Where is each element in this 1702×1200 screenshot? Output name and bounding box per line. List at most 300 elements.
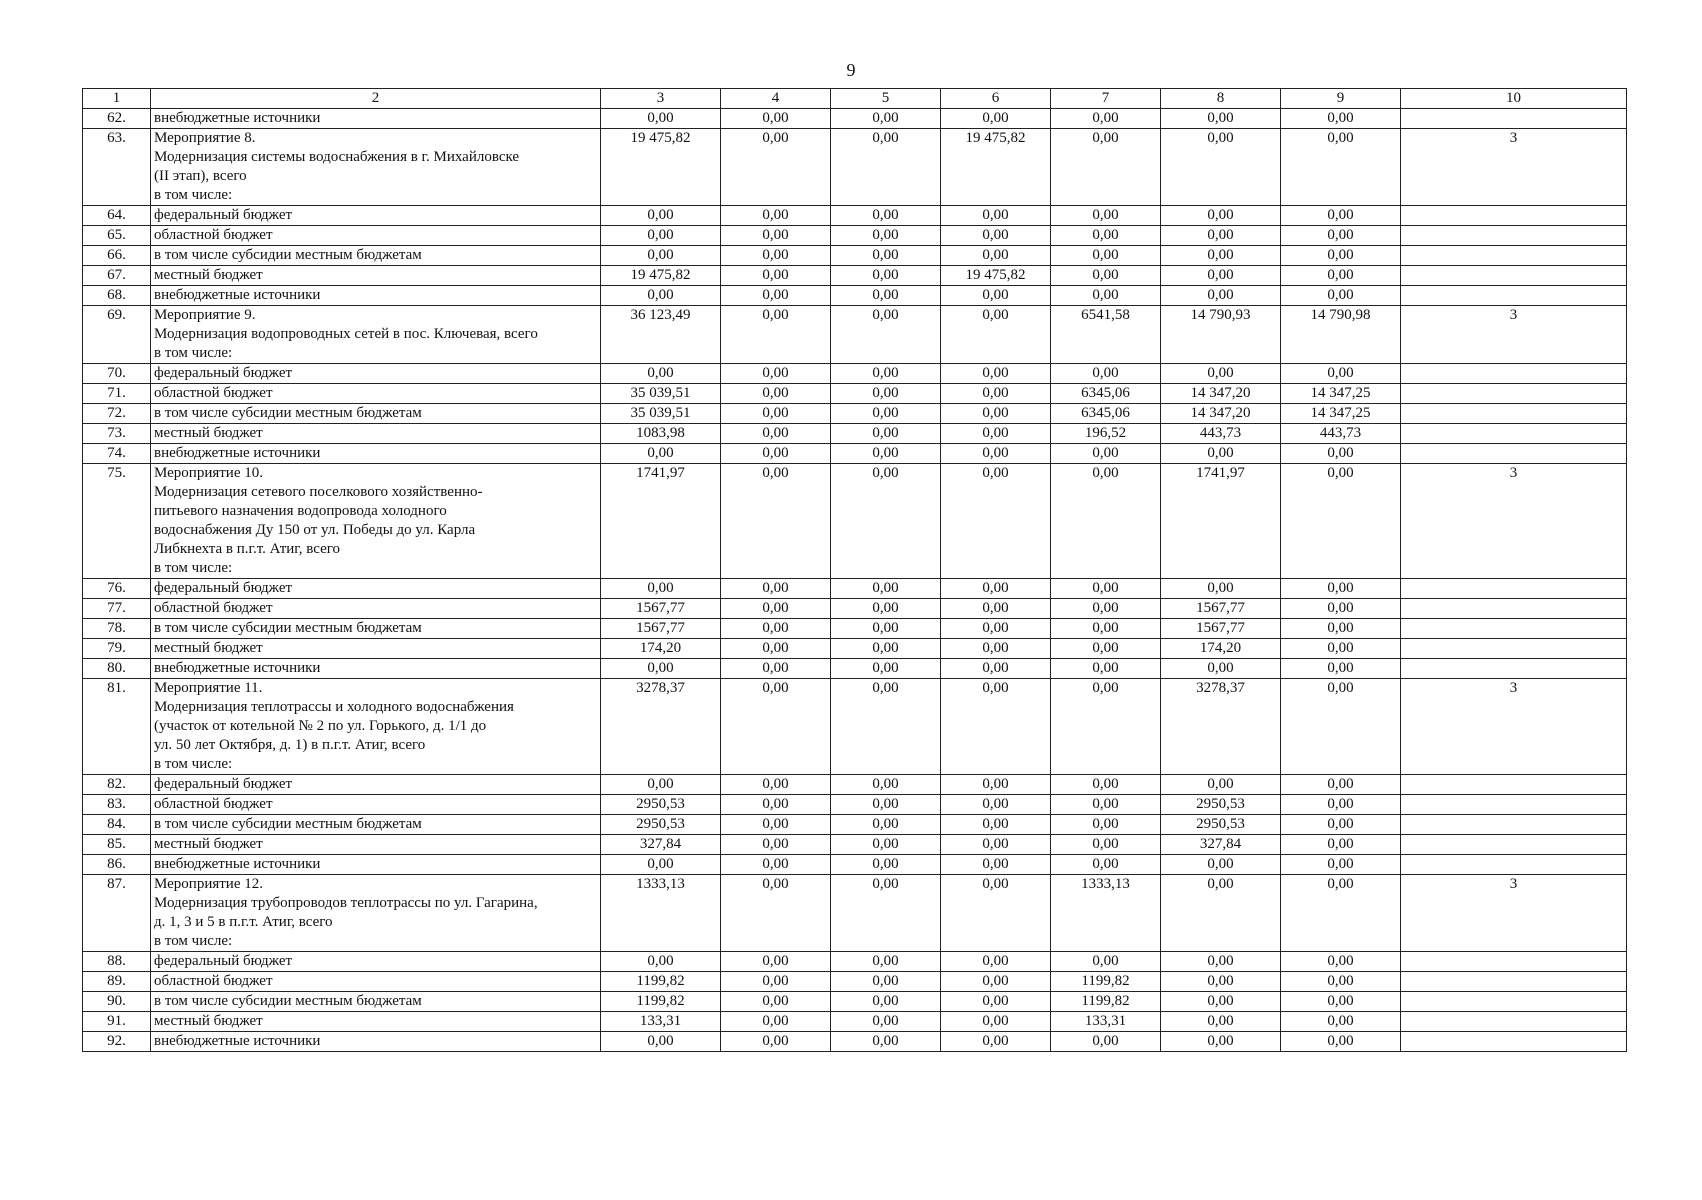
column-10-cell bbox=[1401, 206, 1627, 226]
amount-cell: 0,00 bbox=[1051, 952, 1161, 972]
amount-cell: 0,00 bbox=[1281, 109, 1401, 129]
amount-cell: 0,00 bbox=[721, 464, 831, 579]
amount-cell: 0,00 bbox=[831, 1032, 941, 1052]
row-number: 63. bbox=[83, 129, 151, 206]
amount-cell: 0,00 bbox=[831, 464, 941, 579]
row-description: федеральный бюджет bbox=[151, 775, 601, 795]
amount-cell: 0,00 bbox=[1281, 835, 1401, 855]
amount-cell: 0,00 bbox=[1281, 875, 1401, 952]
amount-cell: 0,00 bbox=[1281, 855, 1401, 875]
row-description: федеральный бюджет bbox=[151, 952, 601, 972]
amount-cell: 0,00 bbox=[941, 384, 1051, 404]
amount-cell: 0,00 bbox=[721, 306, 831, 364]
column-10-cell bbox=[1401, 599, 1627, 619]
column-header: 6 bbox=[941, 89, 1051, 109]
column-header: 9 bbox=[1281, 89, 1401, 109]
table-row bbox=[83, 599, 1627, 619]
amount-cell: 0,00 bbox=[941, 619, 1051, 639]
row-description: Мероприятие 12. Модернизация трубопроводов теплотрассы по ул. Гагарина, д. 1, 3 и 5 в п.г.т. Атиг, всего в том числе: bbox=[151, 875, 601, 952]
amount-cell: 327,84 bbox=[601, 835, 721, 855]
row-description: местный бюджет bbox=[151, 424, 601, 444]
amount-cell: 0,00 bbox=[831, 364, 941, 384]
amount-cell: 0,00 bbox=[831, 404, 941, 424]
amount-cell: 0,00 bbox=[1161, 444, 1281, 464]
amount-cell: 0,00 bbox=[721, 129, 831, 206]
row-number: 80. bbox=[83, 659, 151, 679]
amount-cell: 3278,37 bbox=[1161, 679, 1281, 775]
table-row bbox=[83, 444, 1627, 464]
row-number: 77. bbox=[83, 599, 151, 619]
amount-cell: 0,00 bbox=[1051, 444, 1161, 464]
amount-cell: 0,00 bbox=[1051, 679, 1161, 775]
row-number: 73. bbox=[83, 424, 151, 444]
column-10-cell bbox=[1401, 972, 1627, 992]
amount-cell: 0,00 bbox=[721, 619, 831, 639]
amount-cell: 1199,82 bbox=[1051, 992, 1161, 1012]
amount-cell: 0,00 bbox=[1161, 364, 1281, 384]
amount-cell: 1741,97 bbox=[601, 464, 721, 579]
amount-cell: 6345,06 bbox=[1051, 384, 1161, 404]
column-10-cell bbox=[1401, 384, 1627, 404]
amount-cell: 35 039,51 bbox=[601, 384, 721, 404]
row-number: 87. bbox=[83, 875, 151, 952]
amount-cell: 0,00 bbox=[1281, 444, 1401, 464]
row-number: 66. bbox=[83, 246, 151, 266]
column-10-cell bbox=[1401, 835, 1627, 855]
column-10-cell bbox=[1401, 815, 1627, 835]
amount-cell: 443,73 bbox=[1161, 424, 1281, 444]
amount-cell: 0,00 bbox=[941, 815, 1051, 835]
amount-cell: 0,00 bbox=[1051, 364, 1161, 384]
amount-cell: 0,00 bbox=[831, 266, 941, 286]
amount-cell: 0,00 bbox=[1161, 226, 1281, 246]
row-description: Мероприятие 11. Модернизация теплотрассы и холодного водоснабжения (участок от котельной № 2 по ул. Горького, д. 1/1 до ул. 50 лет Октября, д. 1) в п.г.т. Атиг, всего в том числе: bbox=[151, 679, 601, 775]
column-10-cell bbox=[1401, 1012, 1627, 1032]
amount-cell: 0,00 bbox=[1161, 775, 1281, 795]
row-description: в том числе субсидии местным бюджетам bbox=[151, 619, 601, 639]
amount-cell: 0,00 bbox=[1281, 206, 1401, 226]
row-description: Мероприятие 10. Модернизация сетевого поселкового хозяйственно- питьевого назначения водопровода холодного водоснабжения Ду 150 от ул. Победы до ул. Карла Либкнехта в п.г.т. Атиг, всего в том числе: bbox=[151, 464, 601, 579]
amount-cell: 0,00 bbox=[721, 639, 831, 659]
row-description: областной бюджет bbox=[151, 226, 601, 246]
column-10-cell bbox=[1401, 619, 1627, 639]
amount-cell: 327,84 bbox=[1161, 835, 1281, 855]
column-10-cell bbox=[1401, 424, 1627, 444]
amount-cell: 0,00 bbox=[721, 855, 831, 875]
amount-cell: 0,00 bbox=[721, 599, 831, 619]
row-description: областной бюджет bbox=[151, 384, 601, 404]
budget-table bbox=[82, 88, 1627, 1052]
table-row bbox=[83, 226, 1627, 246]
amount-cell: 0,00 bbox=[1051, 815, 1161, 835]
amount-cell: 0,00 bbox=[1281, 992, 1401, 1012]
row-description: в том числе субсидии местным бюджетам bbox=[151, 404, 601, 424]
amount-cell: 0,00 bbox=[941, 246, 1051, 266]
amount-cell: 0,00 bbox=[1051, 109, 1161, 129]
amount-cell: 2950,53 bbox=[1161, 815, 1281, 835]
row-number: 67. bbox=[83, 266, 151, 286]
amount-cell: 0,00 bbox=[941, 1012, 1051, 1032]
amount-cell: 0,00 bbox=[941, 306, 1051, 364]
column-10-cell bbox=[1401, 992, 1627, 1012]
table-row bbox=[83, 266, 1627, 286]
amount-cell: 1083,98 bbox=[601, 424, 721, 444]
column-10-cell bbox=[1401, 404, 1627, 424]
amount-cell: 0,00 bbox=[941, 226, 1051, 246]
column-10-cell bbox=[1401, 286, 1627, 306]
amount-cell: 0,00 bbox=[941, 972, 1051, 992]
column-header: 5 bbox=[831, 89, 941, 109]
table-row bbox=[83, 659, 1627, 679]
amount-cell: 0,00 bbox=[831, 855, 941, 875]
table-row bbox=[83, 992, 1627, 1012]
amount-cell: 0,00 bbox=[1281, 579, 1401, 599]
amount-cell: 0,00 bbox=[831, 659, 941, 679]
table-row bbox=[83, 952, 1627, 972]
table-row bbox=[83, 639, 1627, 659]
amount-cell: 0,00 bbox=[1161, 579, 1281, 599]
amount-cell: 133,31 bbox=[601, 1012, 721, 1032]
amount-cell: 0,00 bbox=[721, 246, 831, 266]
amount-cell: 2950,53 bbox=[1161, 795, 1281, 815]
amount-cell: 0,00 bbox=[1161, 246, 1281, 266]
amount-cell: 0,00 bbox=[601, 364, 721, 384]
amount-cell: 0,00 bbox=[941, 464, 1051, 579]
table-row bbox=[83, 306, 1627, 364]
row-number: 86. bbox=[83, 855, 151, 875]
amount-cell: 1333,13 bbox=[1051, 875, 1161, 952]
amount-cell: 0,00 bbox=[601, 659, 721, 679]
row-description: внебюджетные источники bbox=[151, 444, 601, 464]
column-10-cell bbox=[1401, 579, 1627, 599]
table-row bbox=[83, 775, 1627, 795]
amount-cell: 0,00 bbox=[1281, 775, 1401, 795]
column-10-cell bbox=[1401, 795, 1627, 815]
amount-cell: 0,00 bbox=[941, 992, 1051, 1012]
amount-cell: 0,00 bbox=[1161, 972, 1281, 992]
table-body bbox=[83, 89, 1627, 1052]
amount-cell: 0,00 bbox=[1281, 1012, 1401, 1032]
amount-cell: 0,00 bbox=[601, 579, 721, 599]
amount-cell: 0,00 bbox=[601, 952, 721, 972]
column-header: 4 bbox=[721, 89, 831, 109]
amount-cell: 0,00 bbox=[941, 404, 1051, 424]
table-row bbox=[83, 875, 1627, 952]
column-header: 8 bbox=[1161, 89, 1281, 109]
amount-cell: 1567,77 bbox=[601, 599, 721, 619]
column-10-cell: 3 bbox=[1401, 464, 1627, 579]
amount-cell: 1741,97 bbox=[1161, 464, 1281, 579]
amount-cell: 0,00 bbox=[941, 109, 1051, 129]
row-number: 91. bbox=[83, 1012, 151, 1032]
amount-cell: 133,31 bbox=[1051, 1012, 1161, 1032]
table-row bbox=[83, 972, 1627, 992]
amount-cell: 0,00 bbox=[831, 992, 941, 1012]
amount-cell: 0,00 bbox=[721, 992, 831, 1012]
amount-cell: 0,00 bbox=[941, 952, 1051, 972]
amount-cell: 19 475,82 bbox=[941, 129, 1051, 206]
amount-cell: 0,00 bbox=[601, 246, 721, 266]
amount-cell: 0,00 bbox=[941, 286, 1051, 306]
amount-cell: 0,00 bbox=[831, 579, 941, 599]
amount-cell: 0,00 bbox=[721, 815, 831, 835]
amount-cell: 0,00 bbox=[1161, 855, 1281, 875]
amount-cell: 19 475,82 bbox=[941, 266, 1051, 286]
table-row bbox=[83, 109, 1627, 129]
amount-cell: 0,00 bbox=[721, 795, 831, 815]
amount-cell: 0,00 bbox=[601, 226, 721, 246]
amount-cell: 0,00 bbox=[831, 952, 941, 972]
amount-cell: 443,73 bbox=[1281, 424, 1401, 444]
amount-cell: 14 347,20 bbox=[1161, 404, 1281, 424]
amount-cell: 0,00 bbox=[941, 875, 1051, 952]
amount-cell: 14 347,20 bbox=[1161, 384, 1281, 404]
row-description: внебюджетные источники bbox=[151, 286, 601, 306]
amount-cell: 0,00 bbox=[721, 579, 831, 599]
amount-cell: 0,00 bbox=[721, 226, 831, 246]
amount-cell: 0,00 bbox=[1051, 1032, 1161, 1052]
column-10-cell: 3 bbox=[1401, 679, 1627, 775]
column-10-cell bbox=[1401, 775, 1627, 795]
row-description: местный бюджет bbox=[151, 1012, 601, 1032]
amount-cell: 0,00 bbox=[941, 855, 1051, 875]
amount-cell: 0,00 bbox=[721, 384, 831, 404]
amount-cell: 0,00 bbox=[1161, 992, 1281, 1012]
column-10-cell bbox=[1401, 246, 1627, 266]
row-description: федеральный бюджет bbox=[151, 364, 601, 384]
row-number: 78. bbox=[83, 619, 151, 639]
amount-cell: 0,00 bbox=[1281, 286, 1401, 306]
amount-cell: 0,00 bbox=[721, 364, 831, 384]
amount-cell: 0,00 bbox=[1281, 659, 1401, 679]
amount-cell: 14 790,93 bbox=[1161, 306, 1281, 364]
table-row bbox=[83, 679, 1627, 775]
amount-cell: 0,00 bbox=[831, 226, 941, 246]
amount-cell: 0,00 bbox=[831, 775, 941, 795]
row-number: 85. bbox=[83, 835, 151, 855]
row-description: Мероприятие 8. Модернизация системы водоснабжения в г. Михайловске (II этап), всего в том числе: bbox=[151, 129, 601, 206]
amount-cell: 0,00 bbox=[831, 639, 941, 659]
column-header: 3 bbox=[601, 89, 721, 109]
amount-cell: 0,00 bbox=[831, 619, 941, 639]
row-number: 89. bbox=[83, 972, 151, 992]
amount-cell: 0,00 bbox=[831, 795, 941, 815]
amount-cell: 196,52 bbox=[1051, 424, 1161, 444]
row-number: 71. bbox=[83, 384, 151, 404]
amount-cell: 0,00 bbox=[1281, 599, 1401, 619]
amount-cell: 0,00 bbox=[1051, 599, 1161, 619]
row-description: областной бюджет bbox=[151, 972, 601, 992]
amount-cell: 0,00 bbox=[941, 835, 1051, 855]
amount-cell: 0,00 bbox=[1161, 266, 1281, 286]
row-number: 92. bbox=[83, 1032, 151, 1052]
amount-cell: 0,00 bbox=[831, 835, 941, 855]
amount-cell: 0,00 bbox=[831, 1012, 941, 1032]
amount-cell: 0,00 bbox=[601, 444, 721, 464]
table-row bbox=[83, 835, 1627, 855]
column-10-cell bbox=[1401, 855, 1627, 875]
amount-cell: 0,00 bbox=[721, 266, 831, 286]
amount-cell: 0,00 bbox=[1281, 129, 1401, 206]
row-number: 79. bbox=[83, 639, 151, 659]
amount-cell: 0,00 bbox=[601, 1032, 721, 1052]
amount-cell: 0,00 bbox=[1051, 286, 1161, 306]
amount-cell: 0,00 bbox=[721, 206, 831, 226]
amount-cell: 0,00 bbox=[1051, 226, 1161, 246]
amount-cell: 0,00 bbox=[1281, 619, 1401, 639]
amount-cell: 0,00 bbox=[1281, 266, 1401, 286]
row-number: 68. bbox=[83, 286, 151, 306]
column-10-cell: 3 bbox=[1401, 875, 1627, 952]
amount-cell: 0,00 bbox=[721, 444, 831, 464]
amount-cell: 0,00 bbox=[1281, 679, 1401, 775]
amount-cell: 0,00 bbox=[941, 424, 1051, 444]
table-row bbox=[83, 286, 1627, 306]
amount-cell: 2950,53 bbox=[601, 815, 721, 835]
amount-cell: 0,00 bbox=[941, 1032, 1051, 1052]
row-description: Мероприятие 9. Модернизация водопроводных сетей в пос. Ключевая, всего в том числе: bbox=[151, 306, 601, 364]
amount-cell: 0,00 bbox=[1051, 266, 1161, 286]
amount-cell: 0,00 bbox=[1161, 286, 1281, 306]
table-row bbox=[83, 1012, 1627, 1032]
amount-cell: 0,00 bbox=[1051, 464, 1161, 579]
amount-cell: 2950,53 bbox=[601, 795, 721, 815]
amount-cell: 0,00 bbox=[1051, 246, 1161, 266]
table-row bbox=[83, 246, 1627, 266]
amount-cell: 1567,77 bbox=[601, 619, 721, 639]
amount-cell: 0,00 bbox=[1161, 1012, 1281, 1032]
row-number: 84. bbox=[83, 815, 151, 835]
amount-cell: 19 475,82 bbox=[601, 129, 721, 206]
row-description: областной бюджет bbox=[151, 599, 601, 619]
amount-cell: 3278,37 bbox=[601, 679, 721, 775]
amount-cell: 0,00 bbox=[721, 952, 831, 972]
column-10-cell bbox=[1401, 226, 1627, 246]
amount-cell: 1199,82 bbox=[601, 992, 721, 1012]
row-number: 81. bbox=[83, 679, 151, 775]
amount-cell: 0,00 bbox=[1051, 835, 1161, 855]
amount-cell: 0,00 bbox=[831, 875, 941, 952]
amount-cell: 0,00 bbox=[831, 815, 941, 835]
table-row bbox=[83, 815, 1627, 835]
amount-cell: 0,00 bbox=[721, 109, 831, 129]
amount-cell: 14 790,98 bbox=[1281, 306, 1401, 364]
amount-cell: 1199,82 bbox=[601, 972, 721, 992]
table-row bbox=[83, 129, 1627, 206]
amount-cell: 0,00 bbox=[831, 384, 941, 404]
amount-cell: 0,00 bbox=[721, 424, 831, 444]
amount-cell: 19 475,82 bbox=[601, 266, 721, 286]
amount-cell: 0,00 bbox=[941, 599, 1051, 619]
amount-cell: 0,00 bbox=[1281, 364, 1401, 384]
amount-cell: 0,00 bbox=[941, 579, 1051, 599]
row-number: 76. bbox=[83, 579, 151, 599]
row-description: внебюджетные источники bbox=[151, 659, 601, 679]
amount-cell: 0,00 bbox=[1161, 1032, 1281, 1052]
row-description: внебюджетные источники bbox=[151, 1032, 601, 1052]
amount-cell: 0,00 bbox=[831, 972, 941, 992]
amount-cell: 0,00 bbox=[941, 659, 1051, 679]
amount-cell: 0,00 bbox=[1161, 206, 1281, 226]
table-row bbox=[83, 855, 1627, 875]
amount-cell: 0,00 bbox=[941, 206, 1051, 226]
row-number: 72. bbox=[83, 404, 151, 424]
amount-cell: 1567,77 bbox=[1161, 599, 1281, 619]
row-description: федеральный бюджет bbox=[151, 579, 601, 599]
table-row bbox=[83, 619, 1627, 639]
amount-cell: 0,00 bbox=[1161, 659, 1281, 679]
amount-cell: 0,00 bbox=[1281, 1032, 1401, 1052]
amount-cell: 14 347,25 bbox=[1281, 384, 1401, 404]
amount-cell: 0,00 bbox=[601, 775, 721, 795]
amount-cell: 0,00 bbox=[1281, 972, 1401, 992]
table-row bbox=[83, 424, 1627, 444]
amount-cell: 0,00 bbox=[1281, 815, 1401, 835]
amount-cell: 0,00 bbox=[601, 206, 721, 226]
amount-cell: 0,00 bbox=[1051, 775, 1161, 795]
amount-cell: 0,00 bbox=[721, 404, 831, 424]
row-number: 82. bbox=[83, 775, 151, 795]
amount-cell: 6345,06 bbox=[1051, 404, 1161, 424]
amount-cell: 0,00 bbox=[1051, 206, 1161, 226]
row-description: в том числе субсидии местным бюджетам bbox=[151, 246, 601, 266]
amount-cell: 0,00 bbox=[601, 855, 721, 875]
amount-cell: 1199,82 bbox=[1051, 972, 1161, 992]
amount-cell: 0,00 bbox=[941, 679, 1051, 775]
row-number: 75. bbox=[83, 464, 151, 579]
column-10-cell: 3 bbox=[1401, 306, 1627, 364]
amount-cell: 0,00 bbox=[831, 109, 941, 129]
amount-cell: 0,00 bbox=[831, 679, 941, 775]
column-header: 2 bbox=[151, 89, 601, 109]
table-row bbox=[83, 404, 1627, 424]
column-10-cell bbox=[1401, 364, 1627, 384]
amount-cell: 0,00 bbox=[721, 835, 831, 855]
amount-cell: 0,00 bbox=[831, 424, 941, 444]
amount-cell: 0,00 bbox=[941, 364, 1051, 384]
amount-cell: 0,00 bbox=[721, 679, 831, 775]
table-row bbox=[83, 384, 1627, 404]
table-row bbox=[83, 579, 1627, 599]
amount-cell: 0,00 bbox=[831, 129, 941, 206]
amount-cell: 0,00 bbox=[721, 286, 831, 306]
amount-cell: 0,00 bbox=[601, 109, 721, 129]
column-10-cell bbox=[1401, 444, 1627, 464]
amount-cell: 0,00 bbox=[1281, 246, 1401, 266]
row-number: 74. bbox=[83, 444, 151, 464]
column-10-cell bbox=[1401, 1032, 1627, 1052]
row-number: 88. bbox=[83, 952, 151, 972]
page-number: 9 bbox=[846, 60, 856, 80]
row-description: федеральный бюджет bbox=[151, 206, 601, 226]
amount-cell: 0,00 bbox=[941, 639, 1051, 659]
amount-cell: 0,00 bbox=[831, 306, 941, 364]
column-10-cell bbox=[1401, 109, 1627, 129]
table-row bbox=[83, 206, 1627, 226]
table-row bbox=[83, 795, 1627, 815]
row-number: 90. bbox=[83, 992, 151, 1012]
amount-cell: 0,00 bbox=[941, 795, 1051, 815]
table-row bbox=[83, 464, 1627, 579]
row-number: 83. bbox=[83, 795, 151, 815]
column-header: 1 bbox=[83, 89, 151, 109]
amount-cell: 0,00 bbox=[1051, 855, 1161, 875]
amount-cell: 0,00 bbox=[1281, 795, 1401, 815]
amount-cell: 0,00 bbox=[1281, 639, 1401, 659]
table-header-row bbox=[83, 89, 1627, 109]
amount-cell: 0,00 bbox=[721, 1012, 831, 1032]
row-description: местный бюджет bbox=[151, 266, 601, 286]
